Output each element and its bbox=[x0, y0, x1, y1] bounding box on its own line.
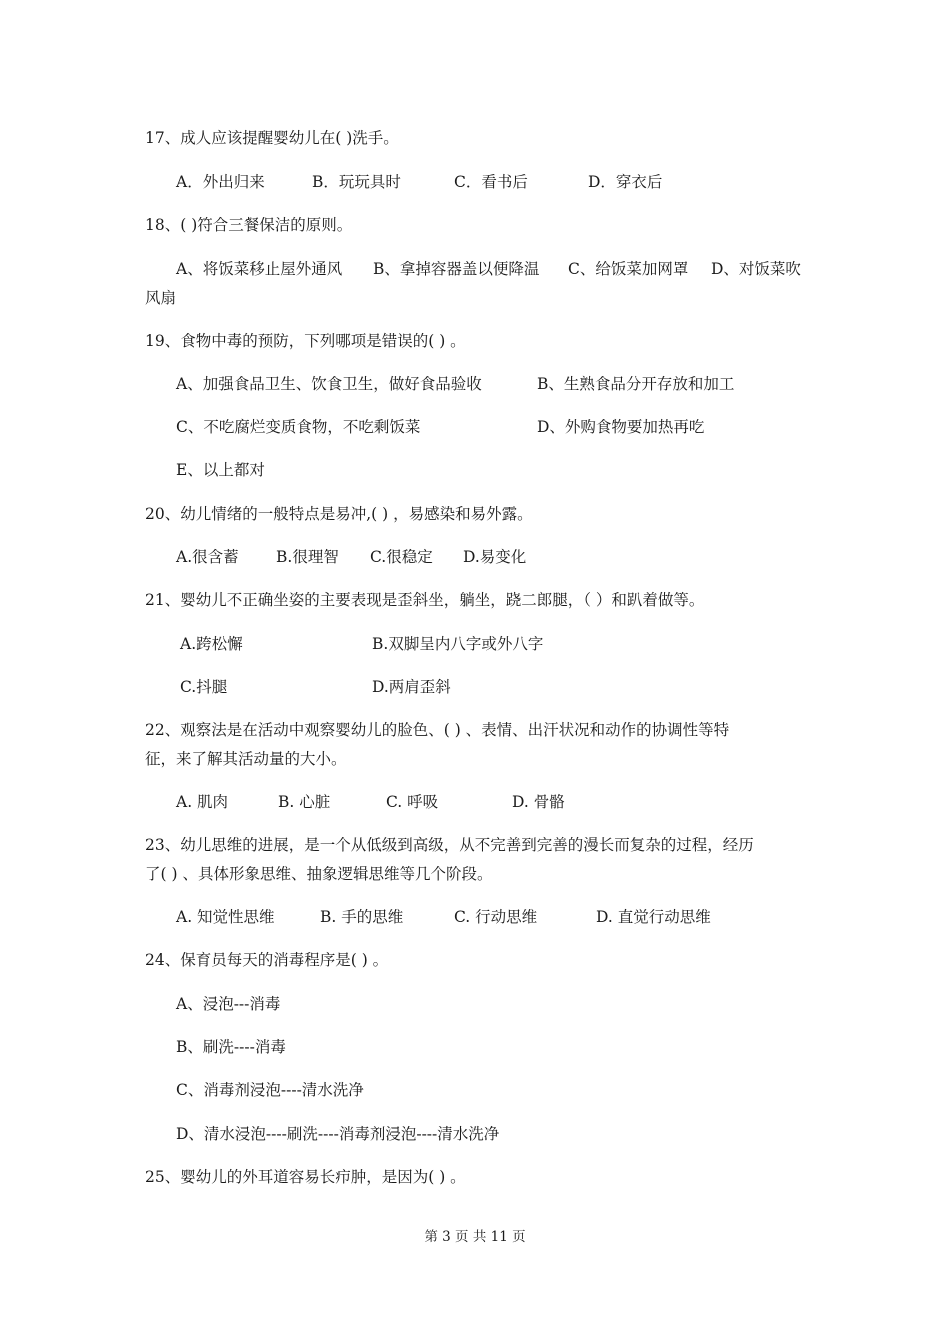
question-21-option-d: D.两肩歪斜 bbox=[372, 678, 451, 696]
question-19-option-c: C、不吃腐烂变质食物，不吃剩饭菜 bbox=[176, 418, 421, 436]
question-23-option-d: D. 直觉行动思维 bbox=[596, 908, 711, 926]
question-22-stem-line-2: 征，来了解其活动量的大小。 bbox=[145, 750, 347, 768]
question-23-stem-line-2: 了( ) 、具体形象思维、抽象逻辑思维等几个阶段。 bbox=[145, 865, 493, 883]
question-19-option-d: D、外购食物要加热再吃 bbox=[537, 418, 705, 436]
question-22-stem-line-1: 22、观察法是在活动中观察婴幼儿的脸色、( ) 、表情、出汗状况和动作的协调性等特 bbox=[145, 721, 730, 739]
question-20-option-c: C.很稳定 bbox=[370, 548, 433, 566]
question-25-stem: 25、婴幼儿的外耳道容易长疖肿，是因为( ) 。 bbox=[145, 1168, 466, 1186]
question-21-option-b: B.双脚呈内八字或外八字 bbox=[372, 635, 544, 653]
question-19-option-b: B、生熟食品分开存放和加工 bbox=[537, 375, 735, 393]
question-19-option-a: A、加强食品卫生、饮食卫生，做好食品验收 bbox=[176, 375, 482, 393]
question-22-option-b: B. 心脏 bbox=[278, 793, 331, 811]
question-19-stem: 19、食物中毒的预防，下列哪项是错误的( ) 。 bbox=[145, 332, 466, 350]
question-24-option-a: A、浸泡---消毒 bbox=[176, 995, 281, 1013]
question-17-option-c: C．看书后 bbox=[454, 173, 528, 191]
question-17-stem: 17、成人应该提醒婴幼儿在( )洗手。 bbox=[145, 129, 399, 147]
question-22-option-a: A. 肌肉 bbox=[176, 793, 229, 811]
question-18-option-c: C、给饭菜加网罩 bbox=[568, 260, 689, 278]
question-18-option-d-continuation: 风扇 bbox=[145, 289, 177, 307]
question-23-option-c: C. 行动思维 bbox=[454, 908, 538, 926]
question-17-option-b: B．玩玩具时 bbox=[312, 173, 401, 191]
question-24-stem: 24、保育员每天的消毒程序是( ) 。 bbox=[145, 951, 389, 969]
question-18-stem: 18、( )符合三餐保洁的原则。 bbox=[145, 216, 353, 234]
question-17-option-a: A．外出归来 bbox=[176, 173, 265, 191]
question-23-option-b: B. 手的思维 bbox=[320, 908, 404, 926]
question-21-stem: 21、婴幼儿不正确坐姿的主要表现是歪斜坐，躺坐，跷二郎腿，（ ）和趴着做等。 bbox=[145, 591, 705, 609]
question-19-option-e: E、以上都对 bbox=[176, 461, 265, 479]
question-23-stem-line-1: 23、幼儿思维的进展，是一个从低级到高级，从不完善到完善的漫长而复杂的过程，经历 bbox=[145, 836, 754, 854]
question-21-option-c: C.抖腿 bbox=[180, 678, 228, 696]
question-20-stem: 20、幼儿情绪的一般特点是易冲,( ) ，易感染和易外露。 bbox=[145, 505, 533, 523]
question-21-option-a: A.跨松懈 bbox=[180, 635, 243, 653]
question-22-option-c: C. 呼吸 bbox=[386, 793, 439, 811]
question-20-option-b: B.很理智 bbox=[276, 548, 339, 566]
question-23-option-a: A. 知觉性思维 bbox=[176, 908, 275, 926]
question-24-option-d: D、清水浸泡----刷洗----消毒剂浸泡----清水洗净 bbox=[176, 1125, 500, 1143]
page-footer: 第 3 页 共 11 页 bbox=[424, 1229, 526, 1245]
question-18-option-b: B、拿掉容器盖以便降温 bbox=[373, 260, 540, 278]
question-24-option-b: B、刷洗----消毒 bbox=[176, 1038, 286, 1056]
question-18-option-a: A、将饭菜移止屋外通风 bbox=[176, 260, 343, 278]
question-17-option-d: D．穿衣后 bbox=[588, 173, 663, 191]
question-20-option-d: D.易变化 bbox=[463, 548, 527, 566]
question-22-option-d: D. 骨骼 bbox=[512, 793, 565, 811]
question-18-option-d: D、对饭菜吹 bbox=[711, 260, 801, 278]
question-20-option-a: A.很含蓄 bbox=[176, 548, 239, 566]
question-24-option-c: C、消毒剂浸泡----清水洗净 bbox=[176, 1081, 364, 1099]
